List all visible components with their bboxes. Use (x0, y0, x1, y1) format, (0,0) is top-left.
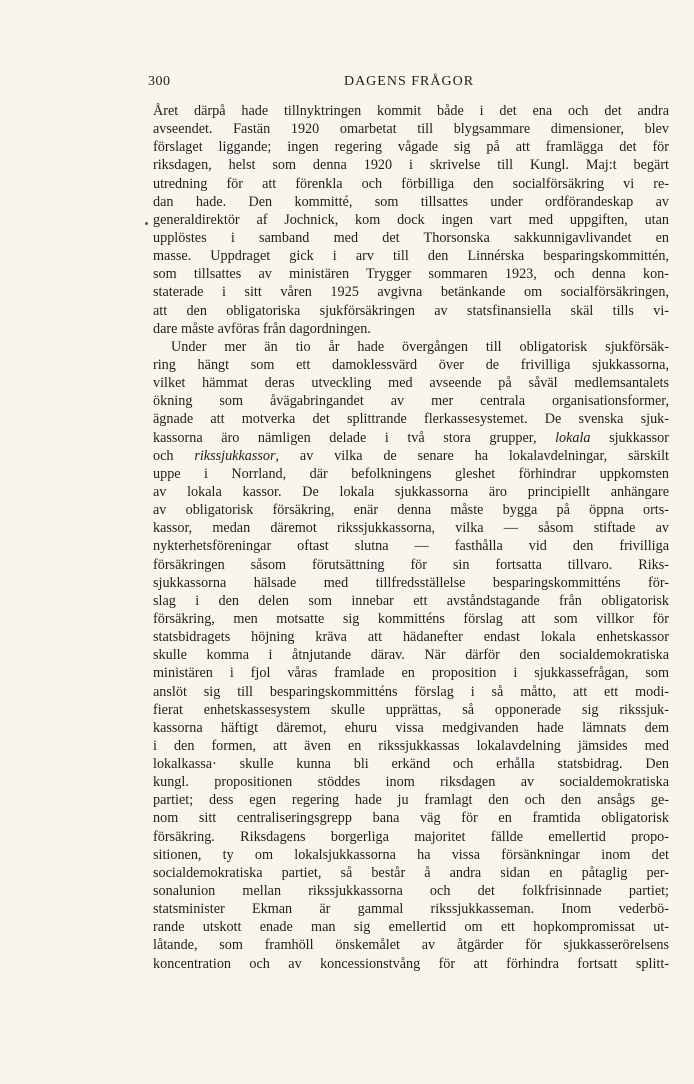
text-run: anslöt sig till besparingskommitténs förslag i så måtto, att ett modi- (153, 683, 669, 700)
text-run: försäkringen såsom förutsättning för sin fortsatta tillvaro. Riks- (153, 556, 669, 573)
text-line (153, 574, 669, 592)
text-run: Under mer än tio år hade övergången till obligatorisk sjukförsäk- (171, 338, 669, 355)
text-run: kungl. propositionen stöddes inom riksdagen av socialdemokratiska (153, 774, 669, 791)
text-line (153, 755, 669, 773)
text-run: Året därpå hade tillnyktringen kommit både i det ena och det andra (153, 103, 669, 119)
text-run: utredning för att förenkla och förbilliga den socialförsäkring vi re- (153, 175, 669, 192)
text-run: sitionen, ty om lokalsjukkassorna ha vissa försänkningar inom det (153, 846, 669, 863)
text-run: lokalkassa· skulle kunna bli erkänd och erhålla statsbidrag. Den (153, 756, 669, 773)
text-line (153, 265, 669, 283)
text-line (153, 828, 669, 846)
text-run: staterade i sitt våren 1925 avgivna betänkande om socialförsäkringen, (153, 284, 669, 301)
text-run: slag i den delen som innebar ett avståndstagande från obligatorisk (153, 592, 669, 609)
text-line (153, 465, 669, 483)
text-run: att den obligatoriska sjukförsäkringen av statsfinansiella skäl tills vi- (153, 302, 669, 319)
text-line (153, 410, 669, 428)
text-run: försäkring. Riksdagens borgerliga majoritet fällde emellertid propo- (153, 828, 669, 845)
text-run: ministären i fjol våras framlade en proposition i sjukkassefrågan, som (153, 665, 669, 682)
text-line (153, 719, 669, 737)
text-line (153, 809, 669, 827)
text-run: statsminister Ekman är gammal rikssjukkasseman. Inom vederbö- (153, 901, 669, 918)
text-run: sjukkassor (590, 429, 669, 446)
text-line (153, 592, 669, 610)
text-line (153, 483, 669, 501)
text-run: ägnade att motverka det splittrande flerkassesystemet. De svenska sjuk- (153, 411, 669, 428)
text-line (153, 846, 669, 864)
text-line (153, 247, 669, 265)
text-run: socialdemokratiska partiet, så består å andra sidan en påtaglig per- (153, 864, 669, 881)
text-run: upplöstes i samband med det Thorsonska sakkunnigavlivandet en (153, 229, 669, 246)
text-run: sonalunion mellan rikssjukkassorna och det folkfrisinnade partiet; (153, 883, 669, 900)
text-line (153, 356, 669, 374)
text-run: förslaget liggande; ingen regering vågade sig på att framlägga det för (153, 139, 669, 156)
text-line (153, 519, 669, 537)
text-line (153, 664, 669, 682)
text-line (153, 701, 669, 719)
text-run: dan hade. Den kommitté, som tillsattes under ordförandeskap av (153, 193, 669, 210)
italic-term: lokala (555, 429, 591, 446)
text-run: i den formen, att även en rikssjukkassas lokalavdelning jämsides med (153, 737, 669, 754)
text-run: nom sitt centraliseringsgrepp bana väg för en framtida obligatorisk (153, 810, 669, 827)
text-line (153, 175, 669, 193)
text-run: riksdagen, helst som denna 1920 i skrivelse till Kungl. Maj:t begärt (153, 157, 669, 174)
text-run: generaldirektör af Jochnick, kom dock ingen vart med uppgiften, utan (153, 211, 669, 228)
running-head (148, 74, 670, 94)
text-line (153, 392, 669, 410)
text-run: dare måste avföras från dagordningen. (153, 320, 371, 337)
text-line (153, 628, 669, 646)
text-line (153, 193, 669, 211)
text-run: och (153, 447, 195, 464)
italic-term: rikssjukkassor (194, 447, 276, 464)
text-run: som tillsattes av ministären Trygger sommaren 1923, och denna kon- (153, 266, 669, 283)
text-line (153, 120, 669, 138)
text-line (153, 791, 669, 809)
text-line (153, 302, 669, 320)
text-run: rande utskott enade man sig emellertid om ett hopkompromissat ut- (153, 919, 669, 936)
text-run: ökning som åvägabringandet av mer centrala organisationsformer, (153, 393, 669, 410)
text-run: av obligatorisk försäkring, enär denna måste bygga på öppna orts- (153, 502, 669, 519)
page-number: 300 (148, 74, 171, 89)
text-line (153, 501, 669, 519)
text-line (153, 338, 669, 356)
text-run: kassorna äro nämligen delade i två stora grupper, (153, 429, 556, 446)
text-run: statsbidragets höjning kräva att hädanefter endast lokala enhetskassor (153, 629, 669, 646)
text-line (153, 936, 669, 954)
text-run: partiet; dess egen regering hade ju framlagt den och den ansågs ge- (153, 792, 669, 809)
text-line (153, 646, 669, 664)
text-run: nykterhetsföreningar oftast slutna — fasthålla vid den frivilliga (153, 538, 669, 555)
text-run: , av vilka de senare ha lokalavdelningar, särskilt (275, 447, 669, 464)
text-line (153, 955, 669, 973)
text-run: koncentration och av koncessionstvång för att förhindra fortsatt splitt- (153, 955, 669, 972)
text-run: ring hängt som ett damoklessvärd över de frivilliga sjukkassorna, (153, 356, 669, 373)
text-line (153, 283, 669, 301)
text-run: vilket hämmat deras utveckling med avseende på såväl medlemsantalets (153, 375, 669, 392)
text-line (153, 156, 669, 174)
text-line (153, 900, 669, 918)
body-text (153, 102, 669, 973)
text-line (153, 918, 669, 936)
text-run: låtande, som framhöll önskemålet av åtgärder för sjukkasserörelsens (153, 937, 669, 954)
text-line (153, 773, 669, 791)
text-run: kassorna häftigt däremot, ehuru vissa medgivanden hade lämnats dem (153, 719, 669, 736)
text-line (153, 138, 669, 156)
text-run: uppe i Norrland, där befolkningens gleshet förhindrar uppkomsten (153, 465, 669, 482)
text-run: försäkring, men motsatte sig kommitténs förslag att som villkor för (153, 610, 669, 627)
text-line (153, 211, 669, 229)
text-line (153, 320, 669, 338)
text-line (153, 374, 669, 392)
text-run: sjukkassorna hälsade med tillfredsställelse besparingskommitténs för- (153, 574, 669, 591)
running-title: DAGENS FRÅGOR (343, 74, 475, 89)
margin-mark (145, 222, 148, 225)
text-line (153, 447, 669, 465)
text-line (153, 229, 669, 247)
text-line (153, 882, 669, 900)
text-line (153, 537, 669, 555)
text-line (153, 737, 669, 755)
text-line (153, 864, 669, 882)
text-run: kassor, medan däremot rikssjukkassorna, vilka — såsom stiftade av (153, 520, 669, 537)
text-line (153, 556, 669, 574)
text-line (153, 610, 669, 628)
text-line (153, 429, 669, 447)
text-run: av lokala kassor. De lokala sjukkassorna äro principiellt anhängare (153, 483, 669, 500)
text-run: fierat enhetskassesystem skulle upprättas, så opponerade sig rikssjuk- (153, 701, 669, 718)
text-line (153, 102, 669, 120)
text-run: avseendet. Fastän 1920 omarbetat till blygsammare dimensioner, blev (153, 121, 669, 138)
text-line (153, 683, 669, 701)
text-run: skulle komma i åtnjutande därav. När därför den socialdemokratiska (153, 647, 669, 664)
text-run: masse. Uppdraget gick i arv till den Linnérska besparingskommittén, (153, 248, 669, 265)
